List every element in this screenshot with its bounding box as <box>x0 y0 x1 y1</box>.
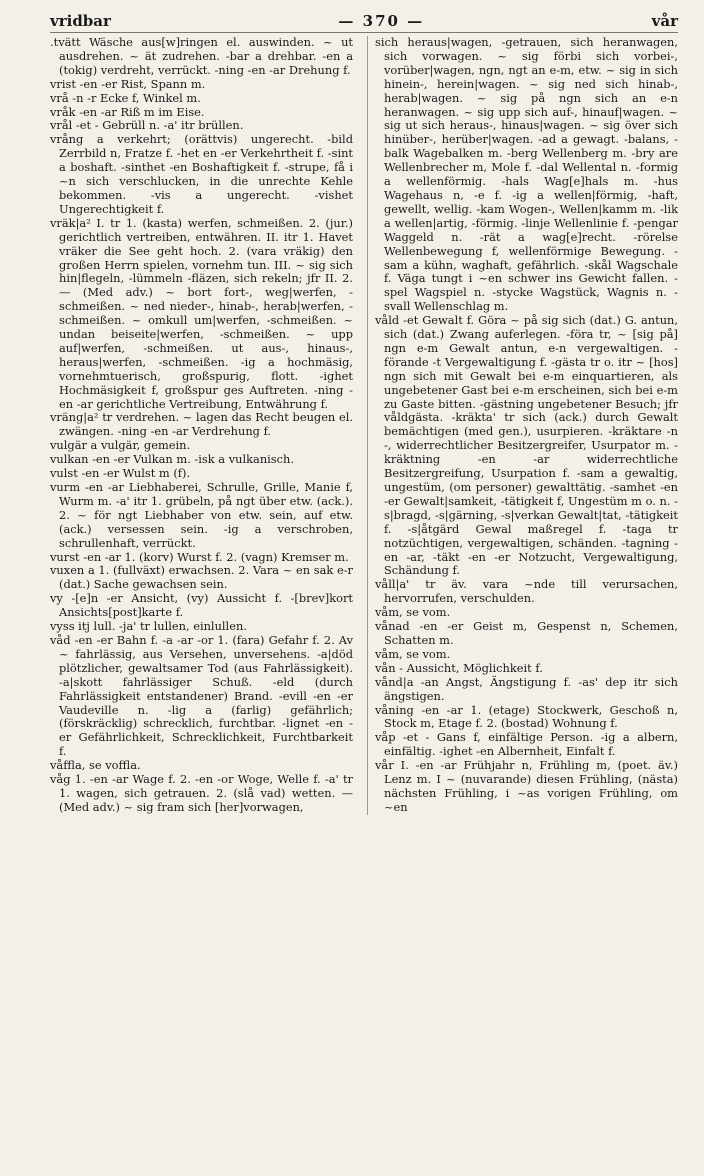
dictionary-entry: vuxen a 1. (fullväxt) erwachsen. 2. Vara ~ en sak e-r (dat.) Sache gewachsen sein. <box>50 563 353 592</box>
right-column <box>367 36 678 815</box>
dictionary-entry: vånd|a -an Angst, Ängstigung f. -as' dep itr sich ängstigen. <box>375 674 678 703</box>
dictionary-entry: vyss itj lull. -ja' tr lullen, einlullen. <box>50 619 247 634</box>
dictionary-entry: våld -et Gewalt f. Göra ~ på sig sich (dat.) G. antun, sich (dat.) Zwang auferlegen. -föra tr, ~ [sig på] ngn e-m Gewalt antun, e-n vergewaltigen. -förande -t Vergewaltigung f. -gästa tr o. itr ~ [hos] ngn sich mit Gewalt bei e-m einquartieren, als ungebetener Gast bei e-m erscheinen, sich bei e-m zu Gaste bitten. -gästning ungebetener Besuch; jfr våldgästa. -kräkta' tr sich (ack.) durch Gewalt bemächtigen (med gen.), usurpieren. -kräktare -n -, widerrechtlicher Besitzergreifer, Usurpator m. -kräktning -en -ar widerrechtliche Besitzergreifung, Usurpation f. -sam a gewaltig, ungestüm, (om personer) gewalttätig. -samhet -en -er Gewalt|samkeit, -tätigkeit f, Ungestüm m o. n. -s|bragd, -s|gärning, -s|verkan Gewalt|tat, -tätigkeit f. -s|åtgärd Gewal maßregel f. -taga tr notzüchtigen, vergewaltigen, schänden. -tagning -en -ar, -täkt -en -er Notzucht, Vergewaltigung, Schändung f. <box>375 313 678 578</box>
dictionary-entry: våm, se vom. <box>375 605 451 620</box>
dictionary-entry: vrå -n -r Ecke f, Winkel m. <box>50 90 201 105</box>
dictionary-entry: vrång a verkehrt; (orättvis) ungerecht. -bild Zerrbild n, Fratze f. -het en -er Verkehrtheit f. -sint a boshaft. -sinthet -en Boshaftigkeit f. -strupe, få i ~n sich verschlucken, in die unrechte Kehle bekommen. -vis a ungerecht. -vishet Ungerechtigkeit f. <box>50 132 353 216</box>
two-column-body <box>50 36 678 815</box>
dictionary-entry: vulgär a vulgär, gemein. <box>50 438 191 453</box>
dictionary-entry: vrål -et - Gebrüll n. -a' itr brüllen. <box>50 118 244 133</box>
dictionary-entry: vurst -en -ar 1. (korv) Wurst f. 2. (vagn) Kremser m. <box>50 549 349 564</box>
header-guide-word-right: vår <box>651 12 678 30</box>
dictionary-entry: våp -et - Gans f, einfältige Person. -ig a albern, einfältig. -ighet -en Albernheit, Einfalt f. <box>375 730 678 759</box>
dictionary-entry: vråk -en -ar Riß m im Eise. <box>50 104 205 119</box>
dictionary-entry: våg 1. -en -ar Wage f. 2. -en -or Woge, Welle f. -a' tr 1. wagen, sich getrauen. 2. (slå vad) wetten. — (Med adv.) ~ sig fram sich [her]vorwagen, <box>50 772 353 814</box>
dictionary-entry: vurm -en -ar Liebhaberei, Schrulle, Grille, Manie f, Wurm m. -a' itr 1. grübeln, på ngt über etw. (ack.). 2. ~ för ngt Liebhaber von etw. sein, auf etw. (ack.) versessen sein. -ig a verschroben, schrullenhaft, verrückt. <box>50 480 353 550</box>
dictionary-entry: vån - Aussicht, Möglichkeit f. <box>375 660 543 675</box>
left-column <box>50 36 353 815</box>
dictionary-entry: våm, se vom. <box>375 646 451 661</box>
dictionary-entry: .tvätt Wäsche aus[w]ringen el. auswinden. ~ ut ausdrehen. ~ ät zudrehen. -bar a drehbar. -en a (tokig) verdreht, verrückt. -ning -en -ar Drehung f. <box>50 35 353 77</box>
dictionary-entry: vulst -en -er Wulst m (f). <box>50 466 191 481</box>
dictionary-entry: vår I. -en -ar Frühjahr n, Frühling m, (poet. äv.) Lenz m. I ~ (nuvarande) diesen Frühling, (nästa) nächsten Frühling, i ~as vorigen Frühling, om ~en <box>375 758 678 814</box>
dictionary-entry: våning -en -ar 1. (etage) Stockwerk, Geschoß n, Stock m, Etage f. 2. (bostad) Wohnung f. <box>375 702 678 731</box>
dictionary-entry: vrist -en -er Rist, Spann m. <box>50 76 206 91</box>
dictionary-entry: våll|a' tr äv. vara ~nde till verursachen, hervorrufen, verschulden. <box>375 577 678 606</box>
dictionary-entry: våffla, se voffla. <box>50 758 141 773</box>
dictionary-entry: vy -[e]n -er Ansicht, (vy) Aussicht f. -[brev]kort Ansichts[post]karte f. <box>50 591 353 620</box>
dictionary-entry: sich heraus|wagen, -getrauen, sich heranwagen, sich vorwagen. ~ sig förbi sich vorbei-, vorüber|wagen, ngn, ngt an e-m, etw. ~ sig in sich hinein-, herein|wagen. ~ sig ned sich hinab-, herab|wagen. ~ sig på ngn sich an e-n heranwagen. ~ sig upp sich auf-, hinauf|wagen. ~ sig ut sich heraus-, hinaus|wagen. ~ sig över sich hinüber-, herüber|wagen. -ad a gewagt. -balans, -balk Wagebalken m. -berg Wellenberg m. -bry are Wellenbrecher m, Mole f. -dal Wellental n. -formig a wellenförmig. -hals Wag[e]hals m. -hus Wagehaus n, -e f. -ig a wellen|förmig, -haft, gewellt, wellig. -kam Wogen-, Wellen|kamm m. -lik a wellen|artig, -förmig. -linje Wellenlinie f. -pengar Waggeld n. -rät a wag[e]recht. -rörelse Wellenbewegung f, wellenförmige Bewegung. -sam a kühn, waghaft, gefährlich. -skål Wagschale f. Väga tungt i ~en schwer ins Gewicht fallen. -spel Wagspiel n. -stycke Wagstück, Wagnis n. -svall Wellenschlag m. <box>375 35 678 314</box>
dictionary-entry: vräk|a² I. tr 1. (kasta) werfen, schmeißen. 2. (jur.) gerichtlich vertreiben, entwähren. II. itr 1. Havet vräker die See geht hoch. 2. (vara vräkig) den großen Herrn spielen, vornehm tun. III. ~ sig sich hin|flegeln, -lümmeln -fläzen, sich rekeln; jfr II. 2. — (Med adv.) ~ bort fort-, weg|werfen, -schmeißen. ~ ned nieder-, hinab-, herab|werfen, -schmeißen. ~ omkull um|werfen, -schmeißen. ~ undan beiseite|werfen, -schmeißen. ~ upp auf|werfen, -schmeißen. ut aus-, hinaus-, heraus|werfen, -schmeißen. -ig a hochmäsig, vornehmtuerisch, großspurig, flott. -ighet Hochmäsigkeit f, großspur ges Auftreten. -ning -en -ar gerichtliche Vertreibung, Entwährung f. <box>50 215 353 411</box>
dictionary-entry: vräng|a² tr verdrehen. ~ lagen das Recht beugen el. zwängen. -ning -en -ar Verdrehung f. <box>50 410 353 439</box>
header-guide-word-left: vridbar <box>50 12 111 30</box>
dictionary-entry: vulkan -en -er Vulkan m. -isk a vulkanisch. <box>50 452 294 467</box>
dictionary-entry: våd -en -er Bahn f. -a -ar -or 1. (fara) Gefahr f. 2. Av ~ fahrlässig, aus Versehen, unversehens. -a|död plötzlicher, gewaltsamer Tod (aus Fahrlässigkeit). -a|skott fahrlässiger Schuß. -eld (durch Fahrlässigkeit entstandener) Brand. -evill -en -er Vaudeville n. -lig a (farlig) gefährlich; (förskräcklig) schrecklich, furchtbar. -lignet -en -er Gefährlichkeit, Schrecklichkeit, Furchtbarkeit f. <box>50 632 353 759</box>
dictionary-entry: vånad -en -er Geist m, Gespenst n, Schemen, Schatten m. <box>375 619 678 647</box>
page-header <box>50 12 678 33</box>
page-number: — 370 — <box>338 12 425 30</box>
